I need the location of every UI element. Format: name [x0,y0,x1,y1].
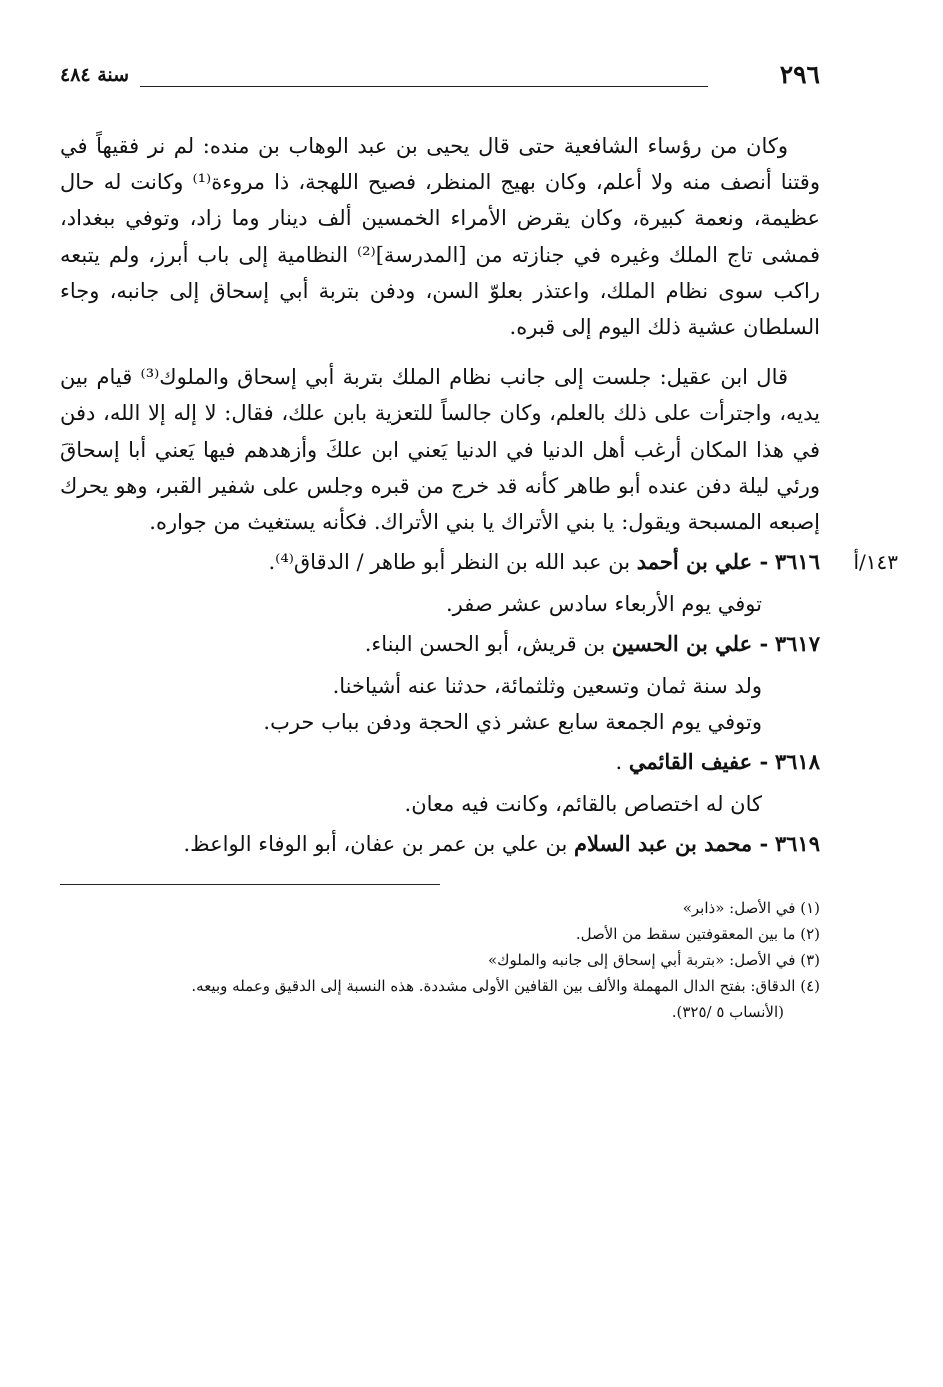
footnote: (٣) في الأصل: «بتربة أبي إسحاق إلى جانبه والملوك» [487,951,820,970]
footnote-rule [60,884,440,885]
footnote: (٤) الدقاق: بفتح الدال المهملة والألف بين القافين الأولى مشددة. هذه النسبة إلى الدقيق وعمله وبيعه. [191,977,820,996]
entry-detail: وتوفي يوم الجمعة سابع عشر ذي الحجة ودفن بباب حرب. [263,710,762,735]
body-paragraph: قال ابن عقيل: جلست إلى جانب نظام الملك بتربة أبي إسحاق والملوك⁽³⁾ قيام بين يديه، واجترأت على ذلك بالعلم، وكان جالساً للتعزية بابن علك، فقال: لا إله إلا الله، دفن في هذا المكان أرغب أهل الدنيا في الدنيا يَعني ابن علكَ وأزهدهم فيها يَعني أبا إسحاقَ ورئي ليلة دفن عنده أبو طاهر كأنه قد خرج من قبره وجلس على شفير القبر، وهو يحرك إصبعه المسبحة ويقول: يا بني الأتراك يا بني الأتراك. فكأنه يستغيث من جواره. [60,365,820,535]
entry-rest: . [615,750,623,775]
running-title: سنة ٤٨٤ [60,64,130,86]
entry-heading [60,626,820,662]
entry-detail: ولد سنة ثمان وتسعين وثلثمائة، حدثنا عنه أشياخنا. [332,674,762,699]
entry-rest: بن عبد الله بن النظر أبو طاهر / الدقاق⁽⁴⁾. [268,550,631,575]
entry-heading [60,826,820,862]
footnotes [60,895,820,1025]
entry-dash: - [752,831,769,857]
entry-detail: كان له اختصاص بالقائم، وكانت فيه معان. [404,792,762,817]
entry-number: ٣٦١٨ [774,749,820,775]
entry-heading [60,544,898,580]
entry-number: ٣٦١٧ [774,631,820,657]
entry-rest: بن قريش، أبو الحسن البناء. [364,632,606,657]
page-header [60,60,820,94]
entry-name: علي بن الحسين [611,631,753,657]
page-number: ٢٩٦ [779,60,820,89]
entry-dash: - [752,631,769,657]
entry-name: عفيف القائمي [628,749,753,775]
footnote: (٢) ما بين المعقوفتين سقط من الأصل. [575,925,820,944]
entry-name: محمد بن عبد السلام [574,831,753,857]
margin-folio-note: ١٤٣/أ [853,550,898,575]
entry-detail: توفي يوم الأربعاء سادس عشر صفر. [445,592,762,617]
body-paragraph: وكان من رؤساء الشافعية حتى قال يحيى بن عبد الوهاب بن منده: لم نر فقيهاً في وقتنا أنصف منه ولا أعلم، وكان بهيج المنظر، فصيح اللهجة، ذا مروءة⁽¹⁾ وكانت له حال عظيمة، ونعمة كبيرة، وكان يقرض الأمراء الخمسين ألف دينار وما زاد، وتوفي ببغداد، فمشى تاج الملك وغيره في جنازته من [المدرسة]⁽²⁾ النظامية إلى باب أبرز، ولم يتبعه راكب سوى نظام الملك، واعتذر بعلوّ السن، ودفن بتربة أبي إسحاق إلى جانبه، وجاء السلطان عشية ذلك اليوم إلى قبره. [60,134,820,340]
entry-rest: بن علي بن عمر بن عفان، أبو الوفاء الواعظ. [183,832,568,857]
entry-heading [60,744,820,780]
footnote-continuation: (الأنساب ٥ /٣٢٥). [671,1003,784,1022]
entry-dash: - [752,549,769,575]
entry-number: ٣٦١٦ [774,549,820,575]
entry-name: علي بن أحمد [636,549,753,575]
header-rule [140,86,708,87]
footnote: (١) في الأصل: «ذابر» [682,899,820,918]
entry-number: ٣٦١٩ [774,831,820,857]
entry-dash: - [752,749,769,775]
page [60,60,898,1025]
